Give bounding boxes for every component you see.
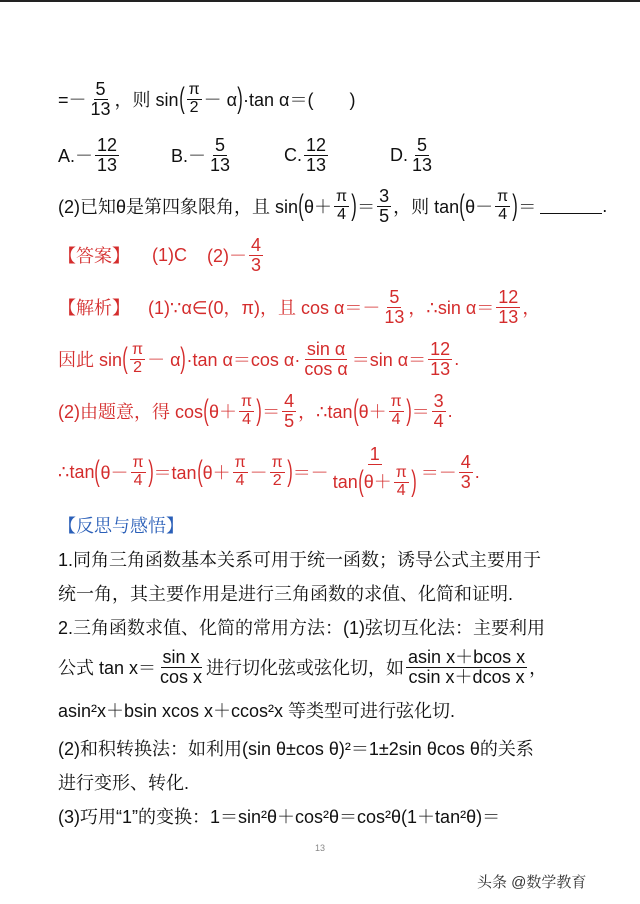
den: 4 <box>433 410 444 431</box>
text: 因此 sin <box>58 350 123 371</box>
reflection-title <box>58 512 184 538</box>
analysis-label: 【解析】 <box>58 298 130 319</box>
fraction <box>331 445 419 499</box>
den: 13 <box>90 98 111 119</box>
paren: ) <box>180 342 187 376</box>
text: 2.三角函数求值、化简的常用方法：(1)弦切互化法：主要利用 <box>58 618 546 638</box>
num: 12 <box>430 339 451 359</box>
q1-stem <box>58 80 355 119</box>
fraction <box>410 136 434 175</box>
num: 3 <box>433 391 444 411</box>
text: － <box>249 463 268 484</box>
den: 4 <box>133 471 143 489</box>
text: 1.同角三角函数基本关系可用于统一函数；诱导公式主要用于 <box>58 550 542 570</box>
num: π <box>241 393 253 411</box>
den <box>331 465 419 500</box>
text: ＝ <box>262 402 281 423</box>
text: asin²x＋bsin xcos x＋ccos²x 等类型可进行弦化切. <box>58 701 456 721</box>
den: 4 <box>396 481 406 499</box>
fraction <box>304 136 328 175</box>
label: B.－ <box>171 146 207 167</box>
num: sin x <box>162 647 200 667</box>
den: 2 <box>133 358 142 376</box>
fraction <box>131 455 146 490</box>
fraction <box>496 288 520 327</box>
answer-label: 【答案】 <box>58 246 130 267</box>
den: 3 <box>251 254 262 275</box>
paren: ) <box>512 189 518 223</box>
fraction <box>95 136 119 175</box>
text: (1)∵α∈(0，π)，且 cos α＝－ <box>148 298 381 319</box>
text: ＝ <box>357 197 376 218</box>
den: 13 <box>384 306 405 327</box>
text: θ＋ <box>363 471 392 492</box>
q2 <box>58 187 607 226</box>
text: . <box>474 461 480 482</box>
text: ＝sin α＝ <box>351 350 427 371</box>
text: 统一角，其主要作用是进行三角函数的求值、化简和证明. <box>58 584 513 604</box>
text: ＝－ <box>420 463 457 484</box>
text: θ＋ <box>304 197 333 218</box>
num: π <box>132 453 144 471</box>
num: π <box>336 188 348 206</box>
num: 4 <box>284 391 295 411</box>
text: ，则 tan <box>393 197 460 218</box>
text: (2)和积转换法：如利用(sin θ±cos θ)²＝1±2sin θcos θ的关系 <box>58 739 534 759</box>
answer-2: (2)－ <box>207 246 247 267</box>
reflection-p1b <box>58 580 513 606</box>
fraction <box>158 648 204 687</box>
option-b <box>171 136 284 175</box>
text: ＝ <box>518 197 537 218</box>
den: 5 <box>379 205 390 226</box>
text: ，∴tan <box>298 402 353 423</box>
num: 3 <box>379 186 390 206</box>
fraction <box>377 187 391 226</box>
num: 12 <box>306 135 327 155</box>
fraction <box>432 392 446 431</box>
reflection-p3b <box>58 769 189 795</box>
den: 3 <box>460 471 471 492</box>
reflection-p2a <box>58 614 545 640</box>
paren: ( <box>357 465 364 499</box>
num: 1 <box>369 444 380 464</box>
reflection-p2c <box>58 697 455 723</box>
num: 5 <box>215 135 226 155</box>
text: θ－ <box>465 197 494 218</box>
den: 13 <box>412 154 433 175</box>
num: 12 <box>97 135 118 155</box>
fraction <box>406 648 527 687</box>
fraction <box>282 392 296 431</box>
fraction <box>495 189 510 224</box>
num: sin α <box>306 339 346 359</box>
answer-1: (1)C <box>152 244 187 265</box>
num: 12 <box>498 287 519 307</box>
paren: ) <box>256 394 262 428</box>
num: π <box>395 463 407 481</box>
text: (2)由题意，得 cos <box>58 402 204 423</box>
reflection-p4 <box>58 803 500 829</box>
den: 5 <box>284 410 295 431</box>
paren: ( <box>298 189 304 223</box>
text: . <box>454 348 460 369</box>
den: 4 <box>235 471 245 489</box>
fraction <box>270 455 285 490</box>
reflection-p3a <box>58 735 534 761</box>
fraction <box>334 189 349 224</box>
label: C. <box>284 144 302 165</box>
den: 13 <box>306 154 327 175</box>
fraction <box>239 394 254 429</box>
text: . <box>602 195 608 216</box>
den: 13 <box>498 306 519 327</box>
paren: ( <box>203 394 209 428</box>
num: 4 <box>460 451 471 472</box>
den: 13 <box>97 154 118 175</box>
paren: ( <box>94 455 101 489</box>
den: 2 <box>272 471 282 489</box>
analysis-line-3 <box>58 392 453 431</box>
analysis-line-1 <box>58 288 540 327</box>
text: ·tan α＝( ) <box>243 90 356 111</box>
text: θ＋ <box>202 463 231 484</box>
fraction <box>249 236 263 275</box>
den: 2 <box>189 98 199 116</box>
reflection-p1a <box>58 546 541 572</box>
num: 5 <box>417 135 428 155</box>
label: A.－ <box>58 146 94 167</box>
analysis-line-2 <box>58 340 459 379</box>
text: ，则 sin <box>114 90 179 111</box>
text: ＝－ <box>292 463 329 484</box>
num: π <box>234 453 246 471</box>
text: ，∴sin α＝ <box>408 298 495 319</box>
fraction <box>130 342 145 377</box>
fraction <box>428 340 452 379</box>
text: ， <box>529 658 548 679</box>
fraction <box>302 340 349 379</box>
paren: ( <box>178 82 185 116</box>
paren: ) <box>405 394 412 428</box>
paren: ) <box>237 82 243 116</box>
fraction <box>394 465 409 500</box>
den: 4 <box>391 410 401 428</box>
num: 5 <box>389 287 400 307</box>
den: 4 <box>337 205 347 223</box>
text: ， <box>522 298 541 319</box>
den: csin x＋dcos x <box>408 666 525 687</box>
answer-blank <box>540 199 602 214</box>
num: π <box>497 188 509 206</box>
reflection-p2b <box>58 648 547 687</box>
fraction <box>233 455 248 490</box>
paren: ( <box>459 189 465 223</box>
den: 13 <box>430 358 451 379</box>
text: － α <box>203 90 238 111</box>
den: 4 <box>498 205 508 223</box>
page-number: 13 <box>314 843 325 853</box>
text: － α <box>147 350 181 371</box>
text: tan <box>332 471 358 492</box>
option-a <box>58 136 171 175</box>
text: θ＋ <box>358 402 387 423</box>
paren: ( <box>196 455 203 489</box>
paren: ) <box>147 455 154 489</box>
q1-options <box>58 136 436 175</box>
text: =－ <box>58 90 87 111</box>
text: 进行切化弦或弦化切，如 <box>206 658 405 679</box>
answer-line <box>58 236 265 275</box>
label: D. <box>390 144 408 165</box>
fraction <box>187 82 202 117</box>
analysis-line-4 <box>58 445 480 499</box>
num: π <box>390 393 402 411</box>
fraction <box>89 80 113 119</box>
paren: ) <box>411 465 417 499</box>
text: θ－ <box>100 463 129 484</box>
text: ＝tan <box>153 463 197 484</box>
watermark: 头条 @数学教育 <box>477 874 587 891</box>
num: π <box>271 453 283 471</box>
text: θ＋ <box>209 402 238 423</box>
text: ＝ <box>411 402 430 423</box>
text: 公式 tan x＝ <box>58 658 157 679</box>
fraction <box>459 453 473 492</box>
text: (2)已知θ是第四象限角，且 sin <box>58 197 299 218</box>
num: 4 <box>251 235 262 255</box>
option-c <box>284 136 390 175</box>
den: 4 <box>242 410 251 428</box>
text: (3)巧用“1”的变换：1＝sin²θ＋cos²θ＝cos²θ(1＋tan²θ)＝ <box>58 807 501 827</box>
option-d <box>390 136 436 175</box>
num: 5 <box>95 79 106 99</box>
paren: ) <box>351 189 357 223</box>
text: 【反思与感悟】 <box>58 516 184 536</box>
text: 进行变形、转化. <box>58 773 190 793</box>
text: ∴tan <box>58 461 95 482</box>
fraction <box>382 288 406 327</box>
den: 13 <box>210 154 231 175</box>
paren: ) <box>286 455 293 489</box>
text: ·tan α＝cos α· <box>186 350 301 371</box>
den: cos x <box>160 666 203 687</box>
fraction <box>208 136 232 175</box>
top-border <box>0 0 640 2</box>
num: asin x＋bcos x <box>408 647 526 667</box>
paren: ( <box>122 342 128 376</box>
den: cos α <box>304 358 348 379</box>
num: π <box>132 341 144 359</box>
num: π <box>188 81 200 99</box>
paren: ( <box>352 394 359 428</box>
text: . <box>447 400 453 421</box>
fraction <box>389 394 404 429</box>
